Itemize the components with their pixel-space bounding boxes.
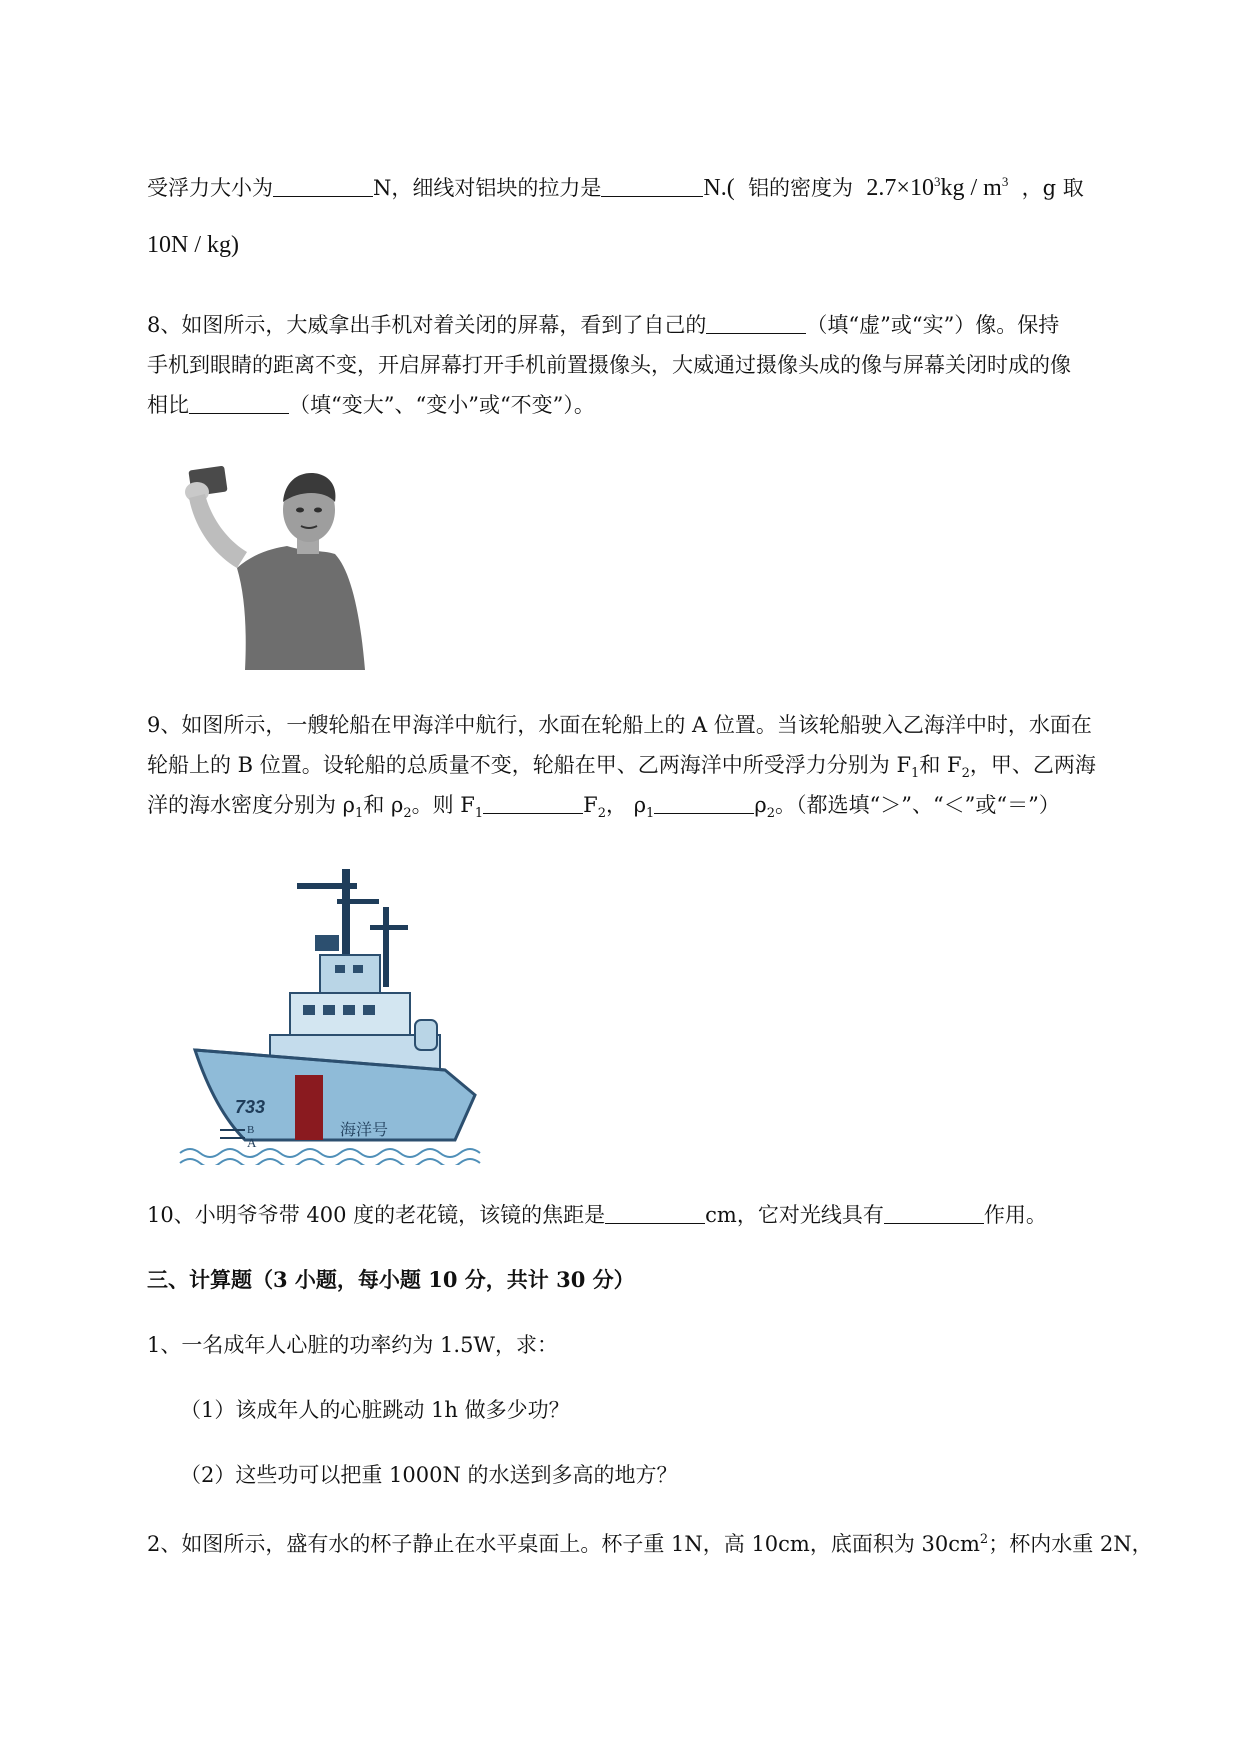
calc1-part2: （2）这些功可以把重 1000N 的水送到多高的地方？ xyxy=(180,1463,678,1487)
calc1-stem: 1、一名成年人心脏的功率约为 1.5W，求： xyxy=(147,1333,559,1357)
q9-text-l3c: 。则 F xyxy=(411,793,475,817)
q8-text-l3b: （填“变大”、“变小”或“不变”）。 xyxy=(289,393,595,417)
q9-text-l3e: ， ρ xyxy=(606,793,647,817)
q9-text-l3a: 洋的海水密度分别为 ρ xyxy=(147,793,356,817)
calc2-sup: 2 xyxy=(979,1532,989,1547)
q8-line1 xyxy=(147,310,1059,340)
q10-text-c: 作用。 xyxy=(983,1203,1047,1227)
q10-text-a: 10、小明爷爷带 400 度的老花镜，该镜的焦距是 xyxy=(147,1203,606,1227)
density-formula: $2.7\times 10^3kg / m^3$ xyxy=(866,174,1009,201)
waterline-a-label: A xyxy=(247,1135,257,1150)
q7-line2: 10N / kg) xyxy=(147,232,239,258)
calc2-text-b: ；杯内水重 2N， xyxy=(988,1532,1153,1556)
q8-text-l1b: （填“虚”或“实”）像。保持 xyxy=(806,313,1060,337)
q9-text-l3d: F xyxy=(583,793,598,817)
calc2-stem xyxy=(147,1525,1153,1559)
q10-text-b: cm，它对光线具有 xyxy=(705,1203,884,1227)
q9-sub: 1 xyxy=(646,806,655,822)
ship-name: 海洋号 xyxy=(340,1120,389,1139)
selfie-person-figure xyxy=(175,460,390,670)
q8-line3 xyxy=(147,390,595,420)
q8-blank-image-type[interactable] xyxy=(706,313,806,334)
q7-text-d: 铝的密度为 xyxy=(748,176,854,200)
ship-number: 733 xyxy=(235,1097,266,1117)
calc2-text-a: 2、如图所示，盛有水的杯子静止在水平桌面上。杯子重 1N，高 10cm，底面积为 30cm xyxy=(147,1532,980,1556)
waterline-b-label: B xyxy=(247,1124,255,1136)
q7-line1 xyxy=(147,167,1084,203)
q9-line3 xyxy=(147,790,1060,829)
q8-blank-size[interactable] xyxy=(189,393,289,414)
q10-blank-focal-length[interactable] xyxy=(605,1203,705,1224)
q7-text-b: N，细线对铝块的拉力是 xyxy=(373,176,602,200)
q10-line xyxy=(147,1200,1047,1230)
q8-text-l3a: 相比 xyxy=(147,393,189,417)
q9-sub: 1 xyxy=(911,766,920,782)
q9-sub: 2 xyxy=(766,806,775,822)
q9-text-l2a: 轮船上的 B 位置。设轮船的总质量不变，轮船在甲、乙两海洋中所受浮力分别为 F xyxy=(147,753,912,777)
q9-line1: 9、如图所示，一艘轮船在甲海洋中航行，水面在轮船上的 A 位置。当该轮船驶入乙海洋中时，水面在 xyxy=(147,713,1092,737)
q7-text-c: N.( xyxy=(703,175,735,201)
q9-sub: 2 xyxy=(961,766,970,782)
q9-text-l3g: 。（都选填“＞”、“＜”或“＝”） xyxy=(774,793,1060,817)
q7-blank-tension[interactable] xyxy=(601,176,703,197)
q9-line2 xyxy=(147,750,1096,789)
section-title-calculation: 三、计算题（3 小题，每小题 10 分，共计 30 分） xyxy=(147,1267,635,1292)
q9-text-l2c: ，甲、乙两海 xyxy=(969,753,1096,777)
q9-text-l3b: 和 ρ xyxy=(363,793,404,817)
q8-text-l1a: 8、如图所示，大威拿出手机对着关闭的屏幕，看到了自己的 xyxy=(147,313,707,337)
q9-sub: 2 xyxy=(597,806,607,822)
q7-blank-buoyancy[interactable] xyxy=(273,176,373,197)
q9-text-l3f: ρ xyxy=(754,793,767,817)
calc1-part1: （1）该成年人的心脏跳动 1h 做多少功？ xyxy=(180,1398,570,1422)
q9-sub: 1 xyxy=(474,806,484,822)
ship-figure xyxy=(175,855,525,1165)
q9-blank-force-compare[interactable] xyxy=(483,793,583,814)
q9-blank-density-compare[interactable] xyxy=(654,793,754,814)
q9-text-l2b: 和 F xyxy=(919,753,962,777)
q9-sub: 2 xyxy=(403,806,412,822)
q8-line2: 手机到眼睛的距离不变，开启屏幕打开手机前置摄像头，大威通过摄像头成的像与屏幕关闭时成的像 xyxy=(147,353,1071,377)
q9-sub: 1 xyxy=(355,806,364,822)
q10-blank-effect[interactable] xyxy=(884,1203,984,1224)
q7-text-e: ，g 取 xyxy=(1021,176,1084,200)
q7-text-a: 受浮力大小为 xyxy=(147,176,273,200)
